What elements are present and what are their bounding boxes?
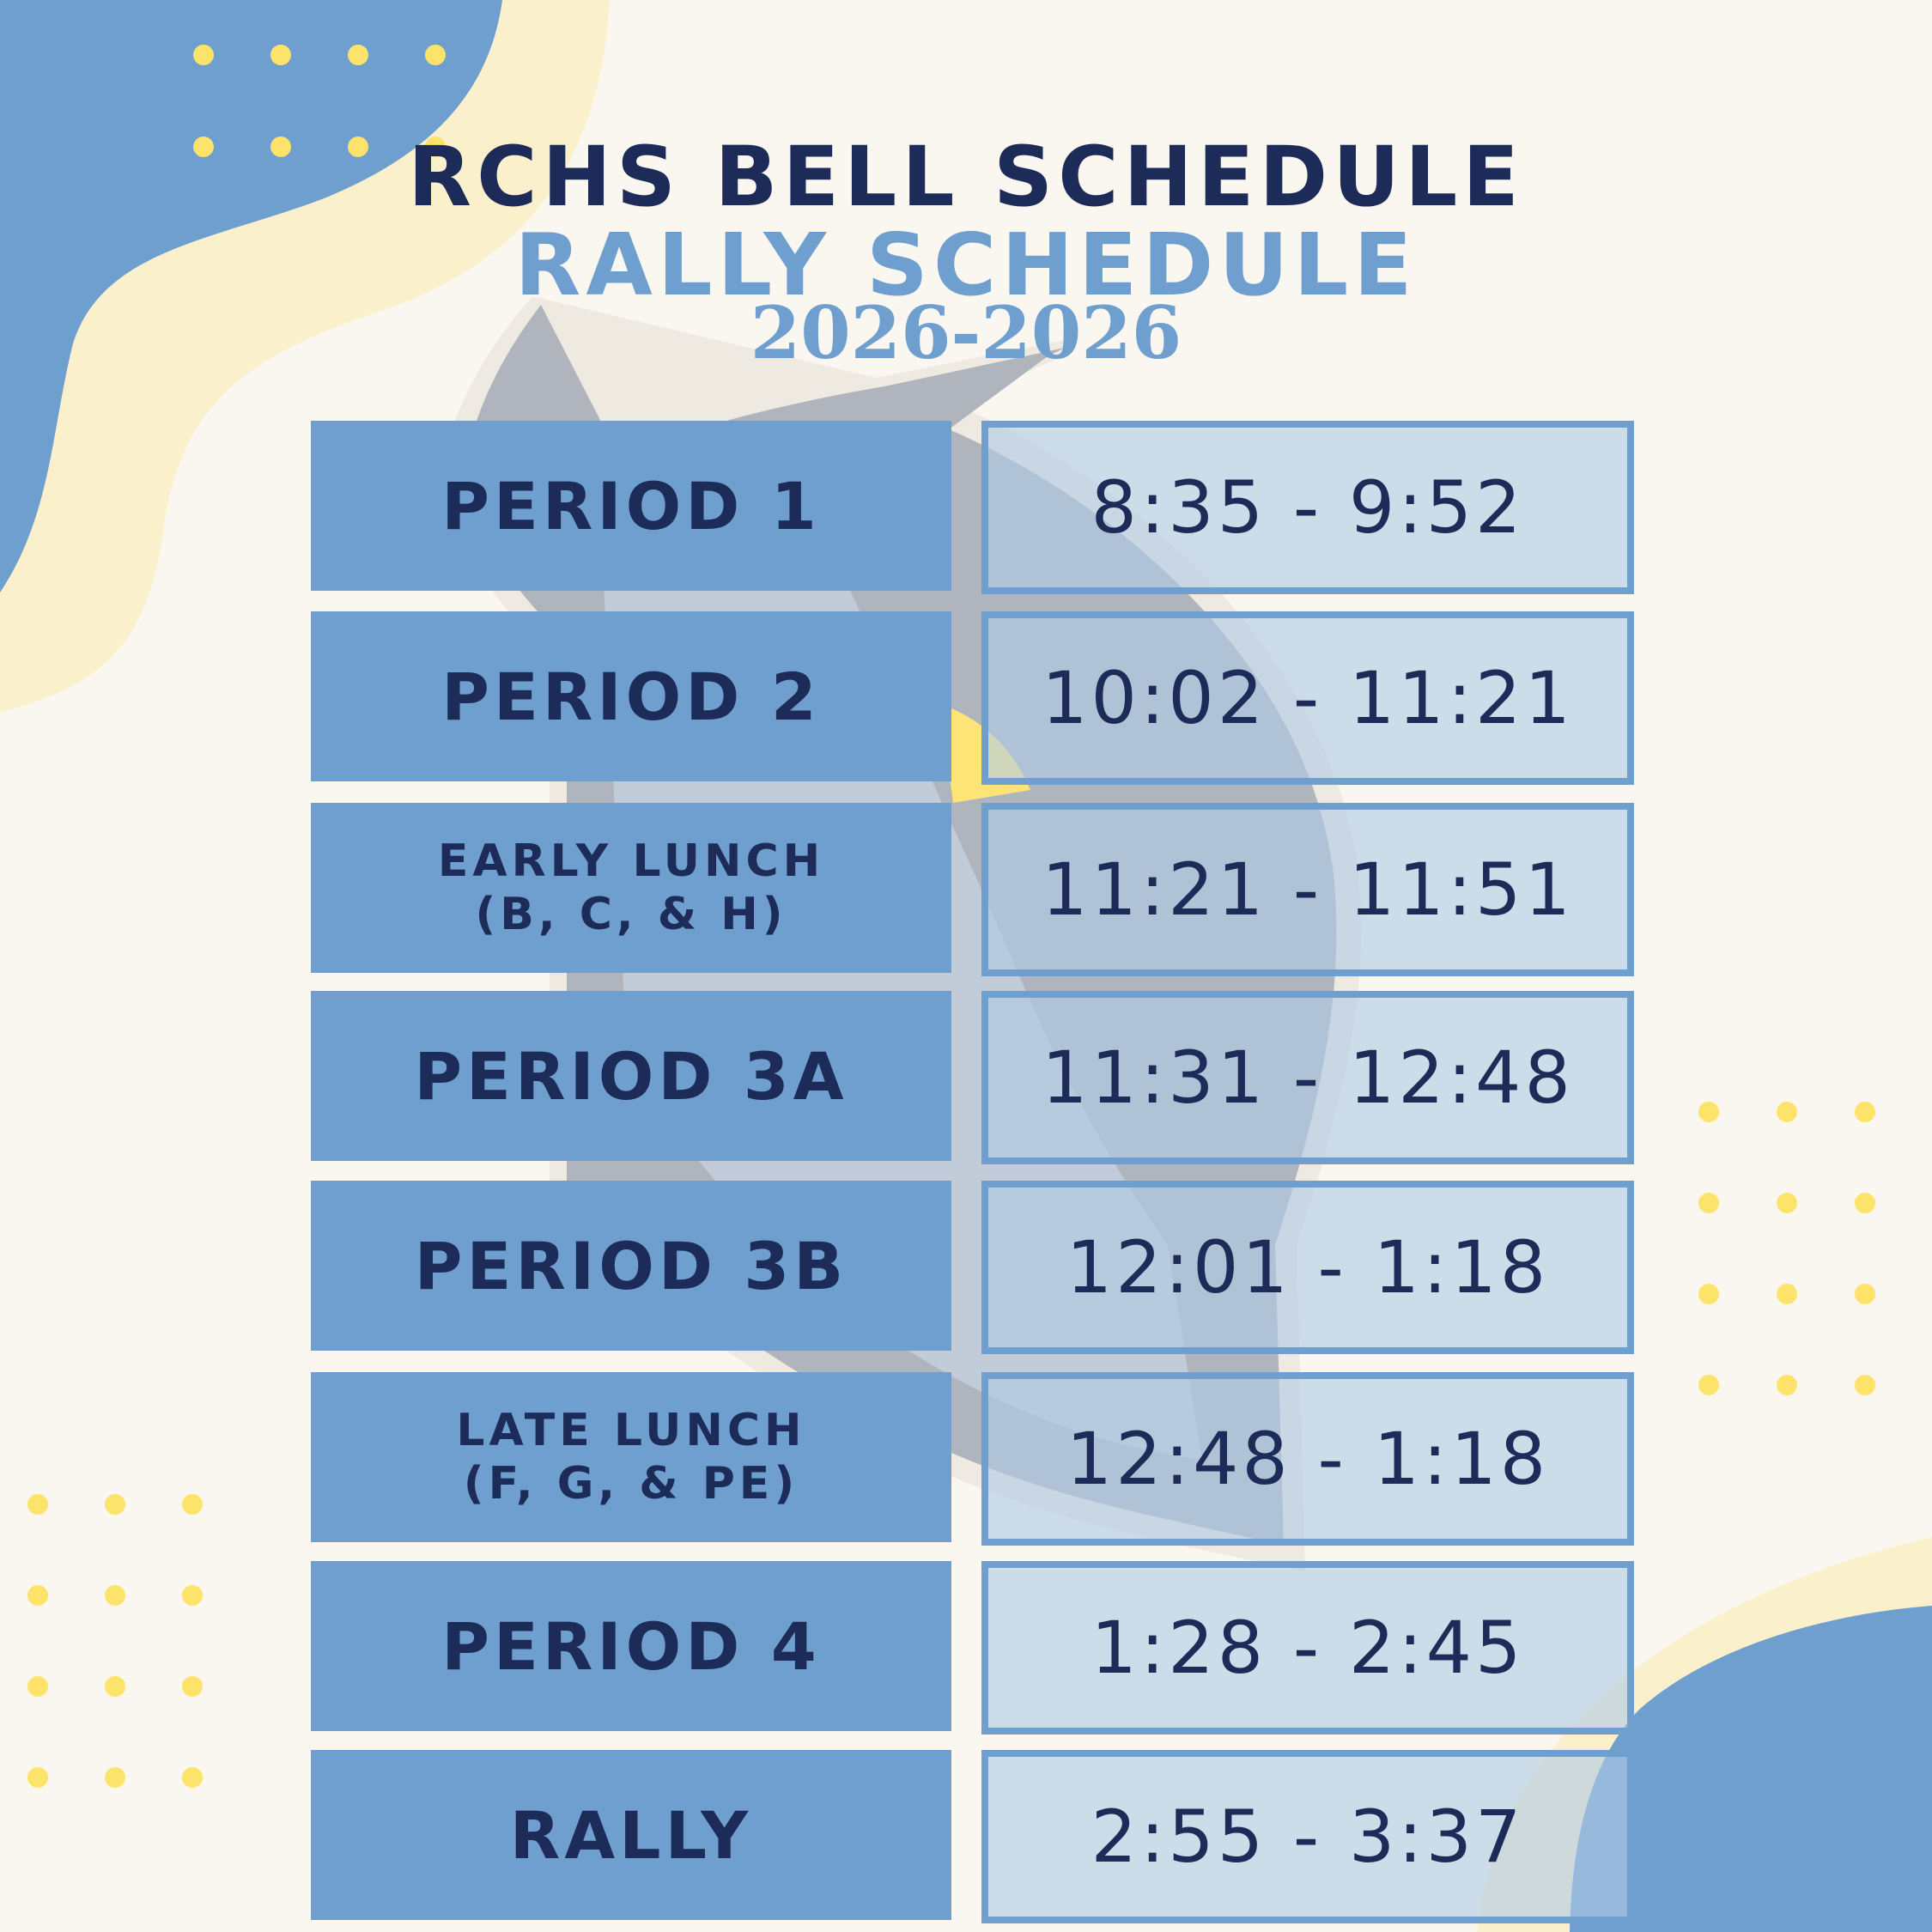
decor-dot bbox=[105, 1767, 125, 1788]
decor-dot bbox=[182, 1585, 203, 1606]
period-label bbox=[311, 1750, 951, 1920]
time-range: 12:48 - 1:18 bbox=[981, 1372, 1634, 1546]
decor-dot bbox=[27, 1494, 48, 1515]
school-year: 2026-2026 bbox=[750, 290, 1182, 375]
period-label-text: PERIOD 3A bbox=[414, 1037, 848, 1115]
period-label bbox=[311, 803, 951, 973]
schedule-subtitle: RALLY SCHEDULE bbox=[514, 215, 1418, 315]
period-label bbox=[311, 1372, 951, 1542]
decor-dot bbox=[182, 1676, 203, 1697]
period-label-line: EARLY LUNCH bbox=[437, 835, 825, 887]
period-label bbox=[311, 611, 951, 781]
decor-dot bbox=[1855, 1284, 1875, 1304]
decor-dot bbox=[1698, 1102, 1719, 1122]
decor-dot bbox=[1777, 1193, 1797, 1213]
decor-dot bbox=[105, 1585, 125, 1606]
time-range: 1:28 - 2:45 bbox=[981, 1561, 1634, 1735]
time-range: 10:02 - 11:21 bbox=[981, 611, 1634, 785]
period-label-text: PERIOD 3B bbox=[414, 1227, 848, 1304]
decor-dot bbox=[1855, 1102, 1875, 1122]
period-label-line: (B, C, & H) bbox=[475, 889, 787, 940]
period-label-text: PERIOD 2 bbox=[441, 658, 821, 735]
period-label-text: PERIOD 1 bbox=[441, 467, 821, 544]
period-label bbox=[311, 421, 951, 591]
period-label-text: RALLY bbox=[509, 1796, 753, 1874]
decor-dot bbox=[182, 1767, 203, 1788]
time-range: 11:21 - 11:51 bbox=[981, 803, 1634, 976]
dot-grid-right bbox=[1698, 1102, 1875, 1395]
decor-dot bbox=[1698, 1284, 1719, 1304]
decor-dot bbox=[1777, 1284, 1797, 1304]
decor-dot bbox=[27, 1585, 48, 1606]
period-label bbox=[311, 1181, 951, 1351]
decor-dot bbox=[105, 1676, 125, 1697]
time-range: 11:31 - 12:48 bbox=[981, 991, 1634, 1164]
time-range: 8:35 - 9:52 bbox=[981, 421, 1634, 594]
period-label-line: (F, G, & PE) bbox=[463, 1458, 799, 1510]
decor-dot bbox=[27, 1676, 48, 1697]
decor-dot bbox=[1855, 1375, 1875, 1395]
time-range: 12:01 - 1:18 bbox=[981, 1181, 1634, 1354]
dot-grid-bottom-left bbox=[27, 1494, 203, 1788]
decor-dot bbox=[1777, 1375, 1797, 1395]
period-label bbox=[311, 1561, 951, 1731]
decor-dot bbox=[1777, 1102, 1797, 1122]
decor-dot bbox=[182, 1494, 203, 1515]
decor-dot bbox=[1855, 1193, 1875, 1213]
decor-dot bbox=[1698, 1375, 1719, 1395]
decor-dot bbox=[1698, 1193, 1719, 1213]
time-range: 2:55 - 3:37 bbox=[981, 1750, 1634, 1923]
decor-dot bbox=[27, 1767, 48, 1788]
decor-dot bbox=[105, 1494, 125, 1515]
period-label-line: LATE LUNCH bbox=[456, 1405, 806, 1456]
page-title: RCHS BELL SCHEDULE bbox=[408, 129, 1524, 225]
decor-dot bbox=[425, 45, 446, 65]
period-label-text: PERIOD 4 bbox=[441, 1607, 821, 1685]
decor-dot bbox=[193, 45, 214, 65]
decor-dot bbox=[270, 45, 291, 65]
decor-dot bbox=[348, 45, 368, 65]
period-label bbox=[311, 991, 951, 1161]
